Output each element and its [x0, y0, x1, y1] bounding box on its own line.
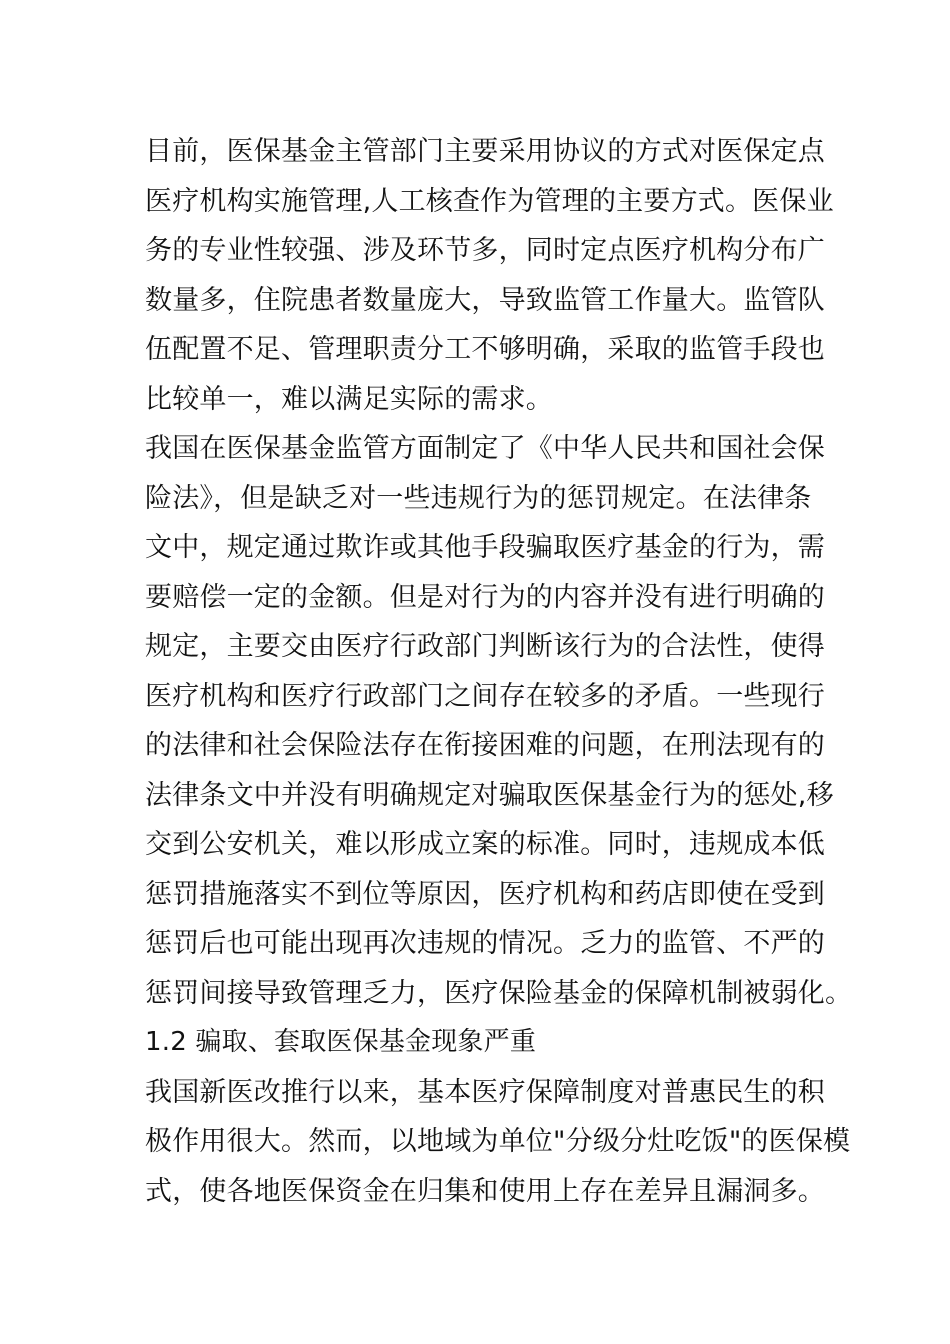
- paragraph-line: 数量多，住院患者数量庞大，导致监管工作量大。监管队: [145, 284, 825, 316]
- paragraph-line: 式，使各地医保资金在归集和使用上存在差异且漏洞多。: [145, 1175, 825, 1207]
- paragraph-line: 惩罚间接导致管理乏力，医疗保险基金的保障机制被弱化。: [145, 977, 853, 1009]
- paragraph-line: 要赔偿一定的金额。但是对行为的内容并没有进行明确的: [145, 581, 825, 613]
- paragraph-line: 医疗机构实施管理,人工核查作为管理的主要方式。医保业: [145, 185, 834, 217]
- paragraph-line: 文中，规定通过欺诈或其他手段骗取医疗基金的行为，需: [145, 532, 825, 563]
- paragraph-line: 伍配置不足、管理职责分工不够明确，采取的监管手段也: [145, 334, 825, 365]
- paragraph-line: 险法》，但是缺乏对一些违规行为的惩罚规定。在法律条: [145, 482, 812, 514]
- paragraph-line: 法律条文中并没有明确规定对骗取医保基金行为的惩处,移: [145, 779, 834, 811]
- paragraph-line: 我国在医保基金监管方面制定了《中华人民共和国社会保: [145, 433, 825, 464]
- section-heading: 1.2 骗取、套取医保基金现象严重: [145, 1027, 537, 1057]
- paragraph-line: 规定，主要交由医疗行政部门判断该行为的合法性，使得: [145, 631, 825, 662]
- document-body: [145, 127, 853, 1216]
- paragraph-line: 务的专业性较强、涉及环节多，同时定点医疗机构分布广: [145, 235, 825, 266]
- paragraph-line: 极作用很大。然而，以地域为单位"分级分灶吃饭"的医保模: [145, 1126, 851, 1157]
- paragraph-line: 目前，医保基金主管部门主要采用协议的方式对医保定点: [145, 136, 825, 167]
- paragraph-line: 惩罚措施落实不到位等原因，医疗机构和药店即使在受到: [145, 878, 825, 910]
- paragraph-line: 的法律和社会保险法存在衔接困难的问题，在刑法现有的: [145, 730, 825, 761]
- paragraph-line: 比较单一，难以满足实际的需求。: [145, 383, 553, 415]
- paragraph-line: 我国新医改推行以来，基本医疗保障制度对普惠民生的积: [145, 1076, 825, 1108]
- paragraph-line: 交到公安机关，难以形成立案的标准。同时，违规成本低: [145, 829, 825, 860]
- paragraph-line: 医疗机构和医疗行政部门之间存在较多的矛盾。一些现行: [145, 680, 825, 712]
- paragraph-line: 惩罚后也可能出现再次违规的情况。乏力的监管、不严的: [145, 928, 825, 959]
